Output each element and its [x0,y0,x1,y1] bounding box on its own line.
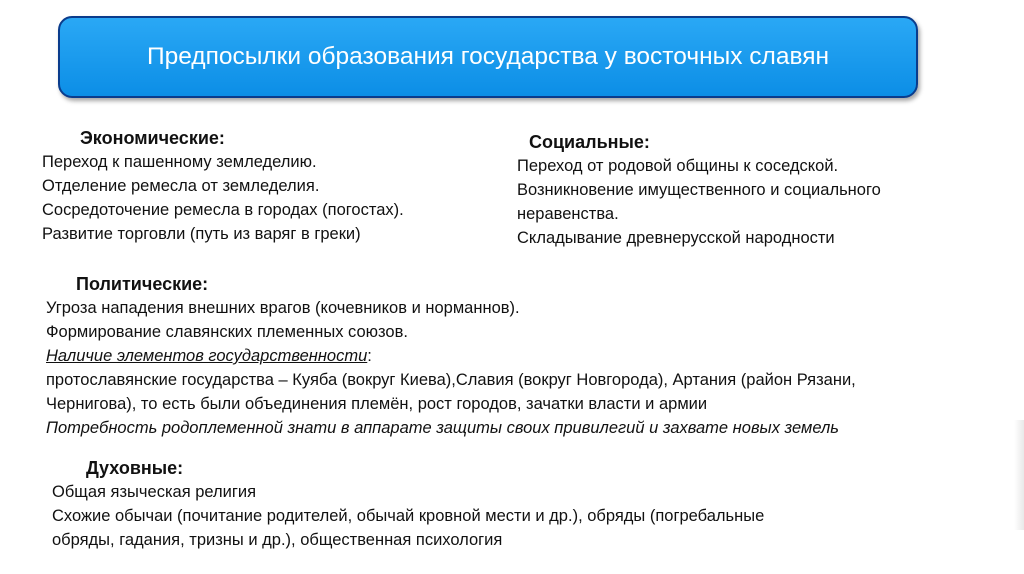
statehood-detail: Чернигова), то есть были объединения племён, рост городов, зачатки власти и армии [46,395,708,413]
statehood-detail: протославянские государства – Куяба (вокруг Киева),Славия (вокруг Новгорода), Артания (район Рязани, [46,371,856,389]
slide-title: Предпосылки образования государства у восточных славян [146,43,830,70]
page-edge-shadow [1014,420,1024,530]
spiritual-item: обряды, гадания, тризны и др.), общественная психология [52,531,503,549]
statehood-line [46,344,856,368]
social-item: Возникновение имущественного и социального [517,181,881,199]
social-heading: Социальные: [529,132,650,152]
spiritual-item: Схожие обычаи (почитание родителей, обычай кровной мести и др.), обряды (погребальные [52,507,765,525]
social-item: Складывание древнерусской народности [517,229,835,247]
spiritual-section [52,456,764,552]
economic-heading: Экономические: [80,128,225,148]
statehood-colon: : [367,347,372,365]
economic-item: Сосредоточение ремесла в городах (погостах). [42,201,404,219]
economic-item: Отделение ремесла от земледелия. [42,177,320,195]
political-item: Угроза нападения внешних врагов (кочевников и норманнов). [46,299,520,317]
title-banner [58,16,918,98]
political-section [46,272,856,440]
political-item: Формирование славянских племенных союзов. [46,323,408,341]
economic-section [42,126,404,246]
spiritual-heading: Духовные: [86,458,184,478]
social-section [517,130,881,250]
statehood-label: Наличие элементов государственности [46,347,368,365]
need-line: Потребность родоплеменной знати в аппарате защиты своих привилегий и захвате новых земель [46,419,839,437]
social-item: Переход от родовой общины к соседской. [517,157,839,175]
political-heading: Политические: [76,274,209,294]
spiritual-item: Общая языческая религия [52,483,257,501]
economic-item: Переход к пашенному земледелию. [42,153,317,171]
social-item: неравенства. [517,205,619,223]
economic-item: Развитие торговли (путь из варяг в греки) [42,225,361,243]
